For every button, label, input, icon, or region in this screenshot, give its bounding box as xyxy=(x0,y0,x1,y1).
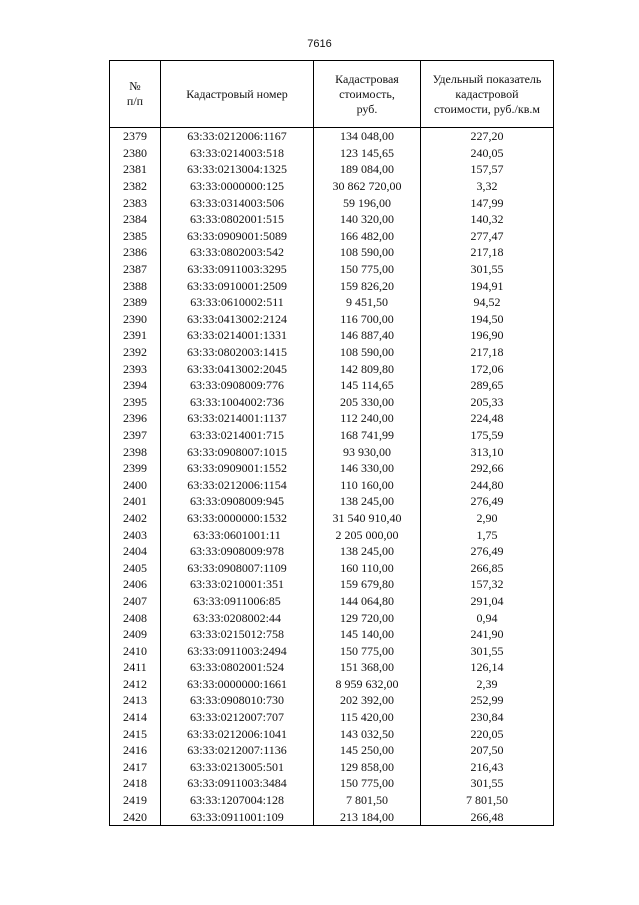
cadastral-number: 63:33:0212007:1136 xyxy=(161,742,314,759)
specific-indicator: 313,10 xyxy=(421,443,554,460)
cadastral-number: 63:33:0210001:351 xyxy=(161,576,314,593)
cadastral-number: 63:33:0000000:1661 xyxy=(161,676,314,693)
table-row xyxy=(110,808,554,825)
table-row xyxy=(110,626,554,643)
cadastral-value: 159 679,80 xyxy=(314,576,421,593)
cadastral-number: 63:33:0212006:1167 xyxy=(161,128,314,145)
table-row xyxy=(110,145,554,162)
specific-indicator: 194,91 xyxy=(421,277,554,294)
row-number: 2386 xyxy=(110,244,161,261)
specific-indicator: 175,59 xyxy=(421,427,554,444)
table-row xyxy=(110,178,554,195)
table-row xyxy=(110,410,554,427)
table-row xyxy=(110,493,554,510)
specific-indicator: 301,55 xyxy=(421,642,554,659)
header-row xyxy=(110,61,554,128)
cadastral-number: 63:33:1207004:128 xyxy=(161,792,314,809)
cadastral-number: 63:33:0909001:5089 xyxy=(161,228,314,245)
cadastral-value: 150 775,00 xyxy=(314,775,421,792)
cadastral-number: 63:33:0908009:978 xyxy=(161,543,314,560)
table-body xyxy=(110,128,554,826)
cadastral-value: 9 451,50 xyxy=(314,294,421,311)
cadastral-value: 30 862 720,00 xyxy=(314,178,421,195)
row-number: 2389 xyxy=(110,294,161,311)
table-row xyxy=(110,676,554,693)
cadastral-value: 108 590,00 xyxy=(314,244,421,261)
cadastral-value: 112 240,00 xyxy=(314,410,421,427)
row-number: 2418 xyxy=(110,775,161,792)
table-header xyxy=(110,61,554,128)
cadastral-number: 63:33:0911001:109 xyxy=(161,808,314,825)
row-number: 2417 xyxy=(110,759,161,776)
table-row xyxy=(110,709,554,726)
cadastral-number: 63:33:0000000:125 xyxy=(161,178,314,195)
cadastral-number: 63:33:1004002:736 xyxy=(161,394,314,411)
cadastral-value: 116 700,00 xyxy=(314,311,421,328)
specific-indicator: 224,48 xyxy=(421,410,554,427)
row-number: 2380 xyxy=(110,145,161,162)
row-number: 2390 xyxy=(110,311,161,328)
cadastral-value: 145 140,00 xyxy=(314,626,421,643)
cadastral-value: 146 887,40 xyxy=(314,327,421,344)
cadastral-number: 63:33:0802001:524 xyxy=(161,659,314,676)
row-number: 2400 xyxy=(110,476,161,493)
row-number: 2395 xyxy=(110,394,161,411)
row-number: 2383 xyxy=(110,194,161,211)
table-row xyxy=(110,427,554,444)
specific-indicator: 207,50 xyxy=(421,742,554,759)
specific-indicator: 216,43 xyxy=(421,759,554,776)
cadastral-value: 2 205 000,00 xyxy=(314,526,421,543)
table-row xyxy=(110,642,554,659)
specific-indicator: 2,90 xyxy=(421,510,554,527)
row-number: 2393 xyxy=(110,360,161,377)
row-number: 2415 xyxy=(110,725,161,742)
cadastral-value: 140 320,00 xyxy=(314,211,421,228)
specific-indicator: 94,52 xyxy=(421,294,554,311)
table-row xyxy=(110,294,554,311)
cadastral-number: 63:33:0214001:1331 xyxy=(161,327,314,344)
cadastral-number: 63:33:0802003:1415 xyxy=(161,344,314,361)
row-number: 2419 xyxy=(110,792,161,809)
table-row xyxy=(110,659,554,676)
row-number: 2392 xyxy=(110,344,161,361)
specific-indicator: 2,39 xyxy=(421,676,554,693)
table-row xyxy=(110,692,554,709)
table-row xyxy=(110,128,554,145)
table-row xyxy=(110,476,554,493)
header-specific-indicator: Удельный показатель кадастровой стоимости, руб./кв.м xyxy=(421,61,554,128)
cadastral-number: 63:33:0610002:511 xyxy=(161,294,314,311)
table-row xyxy=(110,261,554,278)
table-row xyxy=(110,228,554,245)
row-number: 2391 xyxy=(110,327,161,344)
cadastral-value: 142 809,80 xyxy=(314,360,421,377)
cadastral-number: 63:33:0601001:11 xyxy=(161,526,314,543)
cadastral-number: 63:33:0909001:1552 xyxy=(161,460,314,477)
cadastral-number: 63:33:0214001:715 xyxy=(161,427,314,444)
specific-indicator: 217,18 xyxy=(421,244,554,261)
specific-indicator: 157,57 xyxy=(421,161,554,178)
cadastral-value: 138 245,00 xyxy=(314,543,421,560)
row-number: 2409 xyxy=(110,626,161,643)
specific-indicator: 157,32 xyxy=(421,576,554,593)
row-number: 2388 xyxy=(110,277,161,294)
row-number: 2405 xyxy=(110,559,161,576)
cadastral-number: 63:33:0908009:945 xyxy=(161,493,314,510)
specific-indicator: 0,94 xyxy=(421,609,554,626)
cadastral-value: 7 801,50 xyxy=(314,792,421,809)
specific-indicator: 126,14 xyxy=(421,659,554,676)
cadastral-value: 145 250,00 xyxy=(314,742,421,759)
table-row xyxy=(110,360,554,377)
row-number: 2382 xyxy=(110,178,161,195)
row-number: 2379 xyxy=(110,128,161,145)
cadastral-number: 63:33:0911003:3295 xyxy=(161,261,314,278)
row-number: 2402 xyxy=(110,510,161,527)
row-number: 2394 xyxy=(110,377,161,394)
cadastral-number: 63:33:0212006:1154 xyxy=(161,476,314,493)
table-row xyxy=(110,526,554,543)
cadastral-number: 63:33:0212006:1041 xyxy=(161,725,314,742)
cadastral-value: 59 196,00 xyxy=(314,194,421,211)
cadastral-value: 134 048,00 xyxy=(314,128,421,145)
row-number: 2403 xyxy=(110,526,161,543)
specific-indicator: 172,06 xyxy=(421,360,554,377)
table-row xyxy=(110,593,554,610)
row-number: 2407 xyxy=(110,593,161,610)
cadastral-value: 93 930,00 xyxy=(314,443,421,460)
cadastral-number: 63:33:0213005:501 xyxy=(161,759,314,776)
specific-indicator: 292,66 xyxy=(421,460,554,477)
table-row xyxy=(110,194,554,211)
cadastral-number: 63:33:0413002:2124 xyxy=(161,311,314,328)
specific-indicator: 3,32 xyxy=(421,178,554,195)
cadastral-value: 108 590,00 xyxy=(314,344,421,361)
specific-indicator: 1,75 xyxy=(421,526,554,543)
specific-indicator: 276,49 xyxy=(421,543,554,560)
cadastral-value: 202 392,00 xyxy=(314,692,421,709)
specific-indicator: 252,99 xyxy=(421,692,554,709)
row-number: 2408 xyxy=(110,609,161,626)
cadastral-number: 63:33:0911006:85 xyxy=(161,593,314,610)
table-row xyxy=(110,609,554,626)
table-row xyxy=(110,443,554,460)
cadastral-value: 159 826,20 xyxy=(314,277,421,294)
table-row xyxy=(110,244,554,261)
specific-indicator: 7 801,50 xyxy=(421,792,554,809)
specific-indicator: 205,33 xyxy=(421,394,554,411)
cadastral-value: 145 114,65 xyxy=(314,377,421,394)
page-number: 7616 xyxy=(307,38,332,50)
cadastral-number: 63:33:0000000:1532 xyxy=(161,510,314,527)
table-row xyxy=(110,344,554,361)
row-number: 2413 xyxy=(110,692,161,709)
cadastral-number: 63:33:0908009:776 xyxy=(161,377,314,394)
cadastral-value: 160 110,00 xyxy=(314,559,421,576)
table-row xyxy=(110,759,554,776)
table-row xyxy=(110,510,554,527)
row-number: 2381 xyxy=(110,161,161,178)
specific-indicator: 301,55 xyxy=(421,261,554,278)
cadastral-number: 63:33:0213004:1325 xyxy=(161,161,314,178)
table-row xyxy=(110,211,554,228)
cadastral-number: 63:33:0908007:1109 xyxy=(161,559,314,576)
cadastral-number: 63:33:0214003:518 xyxy=(161,145,314,162)
cadastral-value: 146 330,00 xyxy=(314,460,421,477)
row-number: 2385 xyxy=(110,228,161,245)
cadastral-value: 205 330,00 xyxy=(314,394,421,411)
row-number: 2410 xyxy=(110,642,161,659)
table-row xyxy=(110,327,554,344)
specific-indicator: 266,85 xyxy=(421,559,554,576)
row-number: 2411 xyxy=(110,659,161,676)
cadastral-value: 8 959 632,00 xyxy=(314,676,421,693)
cadastral-value: 123 145,65 xyxy=(314,145,421,162)
cadastral-number: 63:33:0911003:2494 xyxy=(161,642,314,659)
cadastral-value: 129 858,00 xyxy=(314,759,421,776)
specific-indicator: 301,55 xyxy=(421,775,554,792)
cadastral-value: 115 420,00 xyxy=(314,709,421,726)
row-number: 2412 xyxy=(110,676,161,693)
cadastral-value: 151 368,00 xyxy=(314,659,421,676)
cadastral-value: 213 184,00 xyxy=(314,808,421,825)
table-row xyxy=(110,775,554,792)
table-row xyxy=(110,543,554,560)
table-row xyxy=(110,559,554,576)
row-number: 2406 xyxy=(110,576,161,593)
cadastral-number: 63:33:0911003:3484 xyxy=(161,775,314,792)
specific-indicator: 220,05 xyxy=(421,725,554,742)
cadastral-number: 63:33:0413002:2045 xyxy=(161,360,314,377)
row-number: 2416 xyxy=(110,742,161,759)
cadastral-value: 110 160,00 xyxy=(314,476,421,493)
cadastral-value: 138 245,00 xyxy=(314,493,421,510)
row-number: 2384 xyxy=(110,211,161,228)
specific-indicator: 196,90 xyxy=(421,327,554,344)
cadastral-number: 63:33:0802003:542 xyxy=(161,244,314,261)
row-number: 2397 xyxy=(110,427,161,444)
table-row xyxy=(110,725,554,742)
cadastral-number: 63:33:0908010:730 xyxy=(161,692,314,709)
specific-indicator: 147,99 xyxy=(421,194,554,211)
cadastral-value: 166 482,00 xyxy=(314,228,421,245)
cadastral-table xyxy=(109,60,554,826)
cadastral-number: 63:33:0214001:1137 xyxy=(161,410,314,427)
cadastral-value: 150 775,00 xyxy=(314,642,421,659)
row-number: 2414 xyxy=(110,709,161,726)
row-number: 2396 xyxy=(110,410,161,427)
header-cadastral-value: Кадастровая стоимость, руб. xyxy=(314,61,421,128)
specific-indicator: 240,05 xyxy=(421,145,554,162)
specific-indicator: 217,18 xyxy=(421,344,554,361)
cadastral-value: 144 064,80 xyxy=(314,593,421,610)
specific-indicator: 140,32 xyxy=(421,211,554,228)
cadastral-value: 129 720,00 xyxy=(314,609,421,626)
table-row xyxy=(110,576,554,593)
table-row xyxy=(110,394,554,411)
table-row xyxy=(110,792,554,809)
cadastral-number: 63:33:0908007:1015 xyxy=(161,443,314,460)
cadastral-number: 63:33:0910001:2509 xyxy=(161,277,314,294)
specific-indicator: 194,50 xyxy=(421,311,554,328)
cadastral-value: 150 775,00 xyxy=(314,261,421,278)
table-row xyxy=(110,742,554,759)
cadastral-value: 189 084,00 xyxy=(314,161,421,178)
specific-indicator: 241,90 xyxy=(421,626,554,643)
specific-indicator: 277,47 xyxy=(421,228,554,245)
row-number: 2399 xyxy=(110,460,161,477)
table-row xyxy=(110,311,554,328)
specific-indicator: 276,49 xyxy=(421,493,554,510)
table-row xyxy=(110,161,554,178)
cadastral-value: 31 540 910,40 xyxy=(314,510,421,527)
row-number: 2398 xyxy=(110,443,161,460)
cadastral-number: 63:33:0802001:515 xyxy=(161,211,314,228)
specific-indicator: 289,65 xyxy=(421,377,554,394)
header-cadastral-number: Кадастровый номер xyxy=(161,61,314,128)
header-num: № п/п xyxy=(110,61,161,128)
table-row xyxy=(110,377,554,394)
table-row xyxy=(110,460,554,477)
cadastral-number: 63:33:0215012:758 xyxy=(161,626,314,643)
cadastral-number: 63:33:0314003:506 xyxy=(161,194,314,211)
row-number: 2404 xyxy=(110,543,161,560)
row-number: 2420 xyxy=(110,808,161,825)
row-number: 2401 xyxy=(110,493,161,510)
cadastral-value: 168 741,99 xyxy=(314,427,421,444)
cadastral-value: 143 032,50 xyxy=(314,725,421,742)
row-number: 2387 xyxy=(110,261,161,278)
specific-indicator: 266,48 xyxy=(421,808,554,825)
cadastral-number: 63:33:0212007:707 xyxy=(161,709,314,726)
table-row xyxy=(110,277,554,294)
specific-indicator: 244,80 xyxy=(421,476,554,493)
specific-indicator: 291,04 xyxy=(421,593,554,610)
cadastral-number: 63:33:0208002:44 xyxy=(161,609,314,626)
specific-indicator: 230,84 xyxy=(421,709,554,726)
specific-indicator: 227,20 xyxy=(421,128,554,145)
